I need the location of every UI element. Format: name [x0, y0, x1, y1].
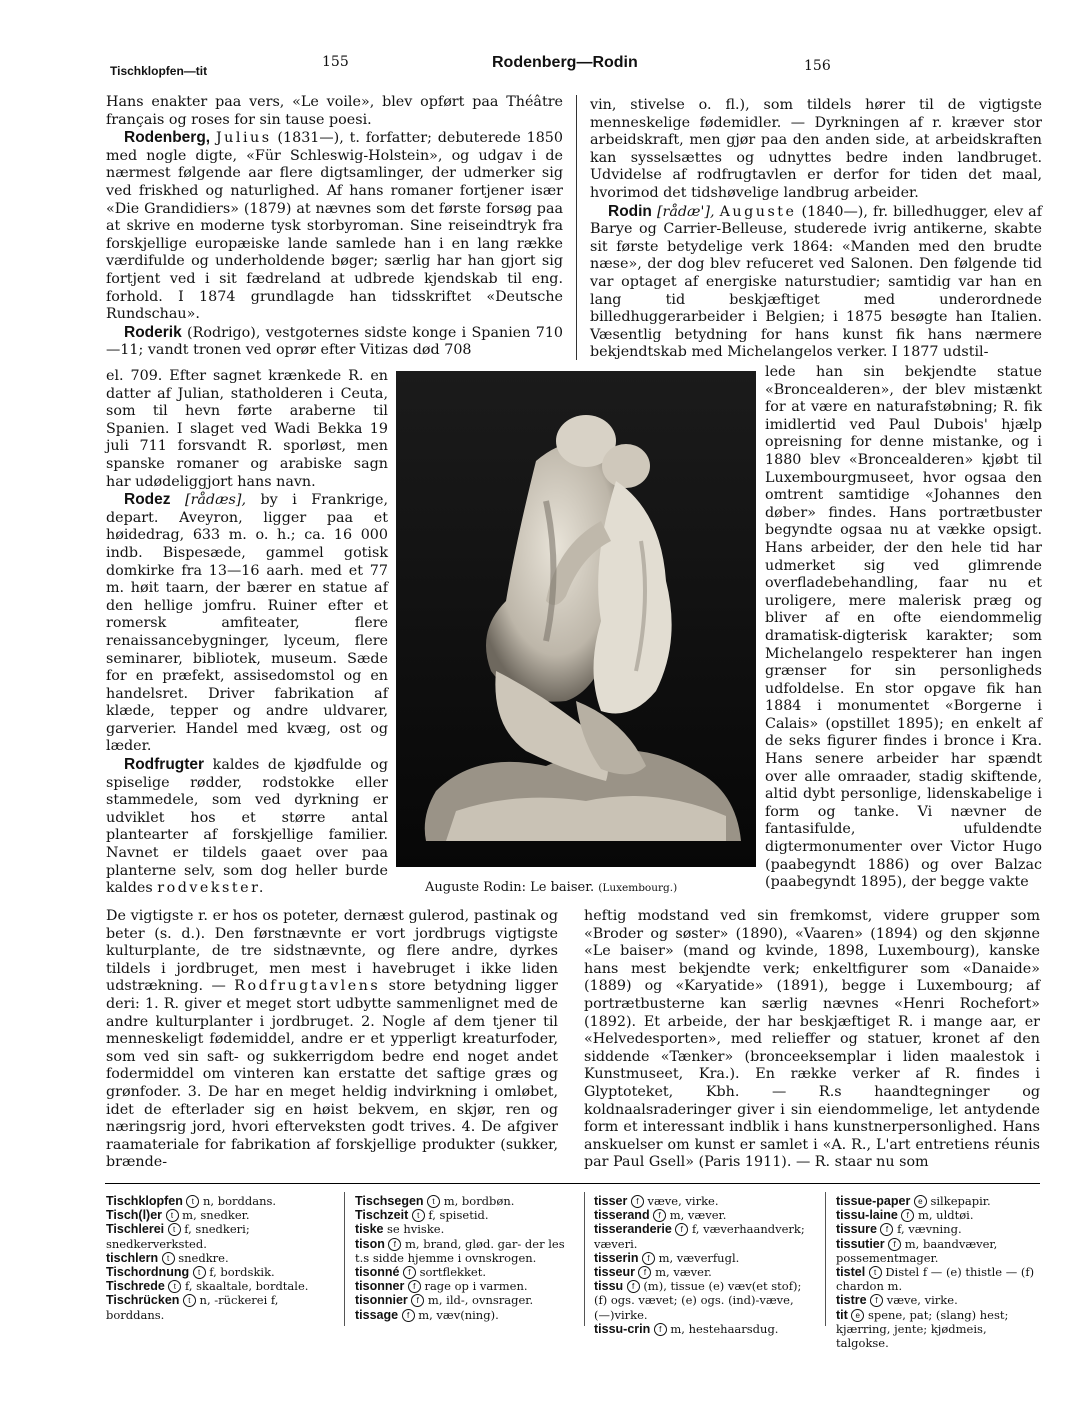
language-marker-icon: f	[402, 1309, 415, 1322]
right-column-bottom	[584, 908, 1040, 1172]
footnote-word: tissure	[836, 1222, 881, 1237]
language-marker-icon: t	[427, 1195, 440, 1208]
footnote-entry	[836, 1237, 1041, 1265]
language-marker-icon: f	[408, 1280, 421, 1293]
footnote-translation: m, væver.	[655, 1265, 712, 1280]
language-marker-icon: f	[638, 1266, 651, 1279]
language-marker-icon: t	[186, 1195, 199, 1208]
footnote-translation: f, bordskik.	[209, 1265, 275, 1280]
footnote-column-2	[355, 1194, 577, 1322]
footnote-translation: f, spisetid.	[428, 1208, 489, 1223]
entry-continuation-right: vin, stivelse o. fl.), som tildels hører til de vigtigste menneskelige fødemidler. — Dyrkningen af r. kræver stor arbeidskraft, men gjør paa den anden side, at arbeidskraften kan sysselsættes og udnyttes bedre inden landbruget. Udvidelse af rodfrugtavlen er derfor for tiden det maal, hvorimod det tidshøvelige landbrug arbeider.	[590, 97, 1042, 201]
footnote-translation: m, uldtøi.	[917, 1208, 974, 1223]
footnote-entry	[355, 1208, 577, 1222]
footnote-translation: Distel f — (e) thistle — (f) chardon m.	[836, 1265, 1035, 1294]
headword-rodfrugter: Rodfrugter	[124, 756, 205, 774]
footnote-translation: m, snedker.	[182, 1208, 250, 1223]
language-marker-icon: t	[412, 1209, 425, 1222]
footnote-entry	[836, 1293, 1041, 1307]
footnote-entry	[106, 1279, 328, 1293]
footnote-word: Tisch(l)er	[106, 1208, 166, 1223]
footnote-entry	[594, 1208, 814, 1222]
footnote-word: tisonner	[355, 1279, 408, 1294]
language-marker-icon: f	[403, 1266, 416, 1279]
entry-rodin	[590, 203, 1042, 362]
footnote-entry	[594, 1322, 814, 1336]
page-number-left: 155	[322, 54, 349, 70]
footnote-translation: væve, virke.	[647, 1194, 719, 1208]
footnote-word: Tischrede	[106, 1279, 169, 1294]
footnote-word: tissu-laine	[836, 1208, 902, 1223]
right-column	[590, 97, 1042, 362]
footnote-translation: silkepapir.	[930, 1194, 991, 1208]
language-marker-icon: t	[168, 1280, 181, 1293]
headword-rodin: Rodin	[608, 202, 652, 220]
footnote-entry	[106, 1194, 328, 1208]
entry-text: store betydning ligger deri: 1. R. giver et meget stort udbytte sammenlignet med de andre kulturplanter i jordbruget. 2. Nogle af dem tjener til menneskeligt fødemiddel, andre er et ypperligt kreaturfoder, som ved sin saft- og sukkerrigdom bedre end noget andet fodermiddel om vinteren kan erstatte det saftige græs og grønfoder. 3. De har en meget heldig indvirkning i omløbet, idet de efterlader sig en høist bekvem, en skjør, ren og næringsrig jord, hvori efterveksten godt trives. 4. De afgiver raamateriale for fabrikation af forskjellige produkter (sukker, brænde-	[106, 978, 559, 1171]
entry-rodfrugter-continued	[106, 908, 558, 1172]
pronunciation: [rådæs],	[185, 492, 246, 509]
footnote-divider	[344, 1192, 345, 1326]
footnote-entry	[594, 1265, 814, 1279]
language-marker-icon: f	[654, 1323, 667, 1336]
entry-text: kaldes de kjødfulde og spiselige rødder, rodstokke eller stammedele, som ved dyrkning er udviklet hos et større antal plantearter af forskjellige familier. Navnet er tildels gaaet over paa planterne selv, som dog heller burde kaldes	[106, 757, 388, 897]
footnote-word: Tischklopfen	[106, 1194, 187, 1208]
footnote-translation: m, hestehaarsdug.	[670, 1321, 779, 1336]
footnote-word: tissu	[594, 1279, 627, 1294]
footnote-word: tischlern	[106, 1250, 162, 1265]
term-rodvekster: rodvekster.	[157, 880, 266, 897]
footnote-entry	[355, 1237, 577, 1265]
footnote-translation: n, borddans.	[203, 1194, 277, 1208]
page-title: Rodenberg—Rodin	[492, 54, 638, 71]
footnote-entry	[355, 1308, 577, 1322]
footnote-entry	[355, 1222, 577, 1236]
footnote-entry	[836, 1308, 1041, 1351]
language-marker-icon: e	[851, 1309, 864, 1322]
language-marker-icon: t	[183, 1294, 196, 1307]
footnote-word: tissue-paper	[836, 1194, 914, 1208]
figure-caption	[425, 880, 677, 895]
footnote-divider	[825, 1192, 826, 1326]
footnote-word: tisonnier	[355, 1293, 412, 1308]
footnote-word: tisseur	[594, 1265, 639, 1280]
left-column-beside-figure	[106, 368, 388, 898]
entry-rodez	[106, 491, 388, 756]
language-marker-icon: f	[888, 1238, 901, 1251]
entry-forename: Auguste	[719, 203, 797, 220]
footnote-word: Tischlerei	[106, 1222, 168, 1237]
footnote-translation: (m), tissue (e) væv(et stof); (f) ogs. vævet; (e) ogs. (ind)-væve, (—)virke.	[594, 1279, 802, 1322]
language-marker-icon: f	[411, 1294, 424, 1307]
column-divider	[576, 95, 577, 360]
entry-text: (1831—), t. forfatter; debuterede 1850 med nogle digte, «Für Schleswig-Holstein», og udgav i de nærmest følgende aar flere digtsamlinger, der udmerker sig ved friskhed og naturlighed. Af hans romaner fortjener især «Die Grandidiers» (1879) at nævnes som det første forsøg paa at skrive en moderne tysk storbyroman. Sine reiseindtryk fra forskjellige europæiske lande samlede han i en lang række værdifulde og underholdende bøger; særlig har han gjort sig fortjent ved i sit fædreland at udbrede kjendskab til eng. forhold. I 1874 grundlagde han tidsskriftet «Deutsche Rundschau».	[106, 130, 563, 323]
language-marker-icon: e	[914, 1195, 927, 1208]
language-marker-icon: t	[162, 1252, 175, 1265]
left-column-bottom	[106, 908, 558, 1172]
footnote-entry	[106, 1293, 328, 1321]
footnote-word: tisseranderie	[594, 1222, 676, 1237]
language-marker-icon: f	[870, 1294, 883, 1307]
entry-rodfrugter	[106, 756, 388, 898]
caption-location: (Luxembourg.)	[598, 882, 678, 894]
footnote-word: tissage	[355, 1307, 402, 1322]
footnote-entry	[836, 1208, 1041, 1222]
headword-roderik: Roderik	[124, 323, 182, 341]
footnote-word: tison	[355, 1236, 389, 1251]
footnote-translation: n, -rückerei f, borddans.	[106, 1293, 279, 1322]
headword-rodez: Rodez	[124, 491, 171, 509]
entry-text: (1840—), fr. billedhugger, elev af Barye og Carrier-Belleuse, studerede ivrig antikerne, skabte sit første betydelige verk 1864: «Manden med den brudte næse», der dog blev refuceret ved Salonen. Den følgende tid var optaget af energiske naturstudier; samtidig var han en lang tid beskjæftiget med underordnede billedhuggerarbeider i Belgien; i 1875 besøgte han Italien. Væsentlig betydning for hans kunst fik hans nærmere bekjendtskab med Michelangelos verker. I 1877 udstil-	[590, 203, 1042, 361]
caption-title: Auguste Rodin: Le baiser.	[425, 880, 595, 895]
language-marker-icon: f	[627, 1280, 640, 1293]
footnote-entry	[106, 1251, 328, 1265]
pronunciation: [rådæ'],	[656, 203, 715, 220]
footnote-entry	[836, 1194, 1041, 1208]
right-column-beside-figure	[765, 364, 1042, 892]
entry-rodin-continued: lede han sin bekjendte statue «Broncealderen», der blev mistænkt for at være en naturafstøbning; R. fik imidlertid ved Paul Dubois' hjælp opreisning for denne mistanke, og i 1880 blev «Broncealderen» kjøbt til Luxembourgmuseet, hvor ogsaa den omtrent samtidige «Johannes den døber» findes. Hans portrætbuster begyndte ogsaa nu at vække opsigt. Hans arbeider, der den hele tid har udmerket sig ved glimrende overfladebehandling, faar nu et uroligere, mere malerisk præg og bliver af en ofte eiendommelig dramatisk-digterisk karakter; som Michelangelo respekterer han ingen grænser for sin personligheds udfoldelse. En stor opgave fik han 1884 i monumentet «Borgerne i Calais» (opstillet 1895); en enkelt af de seks figurer findes i bronce i Kra. Hans senere arbeider har spændt over alle omraader, stadig skiftende, altid dybt personlige, lidenskabelige i form og tanke. Vi nævner de fantasifulde, ufuldendte digtermonumenter over Victor Hugo (paabegyndt 1886) og over Balzac (paabegyndt 1895), der begge vakte	[765, 364, 1042, 891]
le-baiser-sculpture-image	[396, 371, 756, 867]
entry-text: by i Frankrige, depart. Aveyron, ligger paa et høidedrag, 633 m. o. h.; ca. 16 000 indb. Bispesæde, gammel gotisk domkirke fra 13—16 aarh. med et 77 m. høit taarn, der bærer en statue af den hellige jomfru. Ruiner efter et romersk amfiteater, flere renaissancebygninger, lyceum, flere seminarer, bibliotek, museum. Sæde for en præfekt, assisedomstol og en handelsret. Driver fabrikation af klæde, tepper og andre uldvarer, garverier. Handel med kvæg, ost og læder.	[106, 492, 389, 755]
language-marker-icon: t	[869, 1266, 882, 1279]
footnote-translation: m, bordbøn.	[443, 1194, 515, 1208]
footnote-translation: f, snedkeri; snedkerverksted.	[106, 1222, 250, 1251]
sculpture-photo	[396, 371, 756, 867]
footnote-entry	[594, 1222, 814, 1250]
entry-text: De vigtigste r. er hos os poteter, dernæst gulerod, pastinak og beter (s. d.). Den førstnævnte er vort jordbrugs vigtigste kulturplante, de tre sidstnævnte, og flere andre, dyrkes tildels i jordbruget, men mest i havebruget i ikke liden udstrækning. —	[106, 908, 558, 995]
footnote-translation: væve, virke.	[886, 1293, 958, 1308]
footnote-column-3	[594, 1194, 814, 1336]
entry-rodin-final: heftig modstand ved sin fremkomst, videre grupper som «Broder og søster» (1890), «Vaaren» (1894) og den skjønne «Le baiser» (mand og kvinde, 1898, Luxembourg), kanske hans mest bekjendte verk; enkeltfigurer som «Danaide» (1889) og «Karyatide» (1891), begge i Luxembourg; af portrætbusterne kan særlig nævnes «Henri Rochefort» (1892). Et arbeide, der har beskjæftiget R. i mange aar, er «Helvedesporten», med relieffer og statuer, kronet af den siddende «Tænker» (bronceeksemplar i liden maalestok i Kunstmuseet, Kra.). En række verker af R. findes i Glyptoteket, Kbh. — R.s haandtegninger og koldnaalsraderinger giver i sin eiendommelige, let antydende form et interessant indblik i hans kunstnerpersonlighed. Hans anskuelser om kunst er samlet i «A. R., L'art entretiens réunis par Paul Gsell» (Paris 1911). — R. staar nu som	[584, 908, 1040, 1171]
guide-words: Tischklopfen—tit	[110, 64, 208, 78]
footnote-word: tistre	[836, 1293, 871, 1308]
footnote-translation: sortflekket.	[419, 1265, 487, 1280]
footnote-entry	[355, 1265, 577, 1279]
footnote-entry	[106, 1265, 328, 1279]
entry-continuation: Hans enakter paa vers, «Le voile», blev opført paa Théâtre français og roses for sin tause poesi.	[106, 94, 563, 128]
footnote-entry	[355, 1293, 577, 1307]
footnote-word: tisserand	[594, 1208, 654, 1223]
footnote-translation: f, væverhaandverk; væveri.	[594, 1222, 805, 1251]
footnote-word: tissu-crin	[594, 1321, 654, 1336]
footnote-translation: se hviske.	[386, 1222, 445, 1237]
language-marker-icon: f	[675, 1223, 688, 1236]
footnote-translation: spene, pat; (slang) hest; kjærring, jente; kjødmeis, talgokse.	[836, 1307, 1009, 1351]
language-marker-icon: f	[388, 1238, 401, 1251]
footnote-word: tisserin	[594, 1250, 642, 1265]
language-marker-icon: f	[642, 1252, 655, 1265]
footnote-entry	[355, 1194, 577, 1208]
footnote-word: tit	[836, 1307, 852, 1322]
footnote-translation: rage op i varmen.	[424, 1279, 528, 1294]
entry-roderik	[106, 324, 563, 360]
footnote-rule	[105, 1183, 1040, 1184]
footnote-translation: m, væv(ning).	[418, 1307, 499, 1322]
footnote-translation: m, væverfugl.	[658, 1250, 740, 1265]
entry-roderik-continued: el. 709. Efter sagnet krænkede R. en datter af Julian, statholderen i Ceuta, som til hevn førte araberne til Spanien. I slaget ved Wadi Bekka 19 juli 711 forsvandt R. sporløst, men spanske romaner og arabiske sagn har udødeliggjort hans navn.	[106, 368, 388, 490]
footnote-word: tistel	[836, 1265, 869, 1280]
left-column	[106, 94, 563, 360]
footnote-word: Tischsegen	[355, 1194, 428, 1208]
footnote-entry	[836, 1222, 1041, 1236]
footnote-word: tiske	[355, 1222, 387, 1237]
footnote-entry	[355, 1279, 577, 1293]
footnote-translation: snedkre.	[178, 1250, 229, 1265]
footnote-translation: m, brand, glød. gar- der les t.s sidde hjemme i ovnskrogen.	[355, 1236, 565, 1265]
entry-text: (Rodrigo), vestgoternes sidste konge i Spanien 710—11; vandt tronen ved oprør efter Vitizas død 708	[106, 324, 564, 359]
footnote-translation: m, væver.	[669, 1208, 727, 1223]
footnote-translation: f, skaaltale, bordtale.	[184, 1279, 309, 1294]
language-marker-icon: t	[166, 1209, 179, 1222]
footnote-divider	[584, 1192, 585, 1326]
language-marker-icon: f	[653, 1209, 666, 1222]
headword-rodenberg: Rodenberg,	[124, 129, 211, 147]
footnote-translation: f, vævning.	[897, 1222, 962, 1237]
term-rodfrugtavlens: Rodfrugtavlens	[234, 978, 381, 995]
footnote-word: Tischrücken	[106, 1293, 183, 1308]
page-number-right: 156	[804, 58, 831, 74]
footnote-entry	[594, 1279, 814, 1322]
footnote-word: Tischzeit	[355, 1208, 412, 1223]
footnote-column-1	[106, 1194, 328, 1322]
language-marker-icon: t	[193, 1266, 206, 1279]
language-marker-icon: f	[880, 1223, 893, 1236]
footnote-column-4	[836, 1194, 1041, 1350]
entry-rodenberg	[106, 129, 563, 324]
footnote-entry	[106, 1208, 328, 1222]
footnote-entry	[836, 1265, 1041, 1293]
language-marker-icon: f	[901, 1209, 914, 1222]
footnote-word: tissutier	[836, 1236, 889, 1251]
language-marker-icon: t	[168, 1223, 181, 1236]
footnote-translation: m, baandvæver, possementmager.	[836, 1236, 998, 1265]
footnote-translation: m, ild-, ovnsrager.	[427, 1293, 534, 1308]
language-marker-icon: f	[631, 1195, 644, 1208]
footnote-entry	[594, 1194, 814, 1208]
footnote-word: Tischordnung	[106, 1265, 193, 1280]
footnote-entry	[594, 1251, 814, 1265]
footnote-word: tisser	[594, 1194, 631, 1208]
footnote-entry	[106, 1222, 328, 1250]
entry-forename: Julius	[215, 130, 272, 147]
footnote-word: tisonné	[355, 1265, 403, 1280]
